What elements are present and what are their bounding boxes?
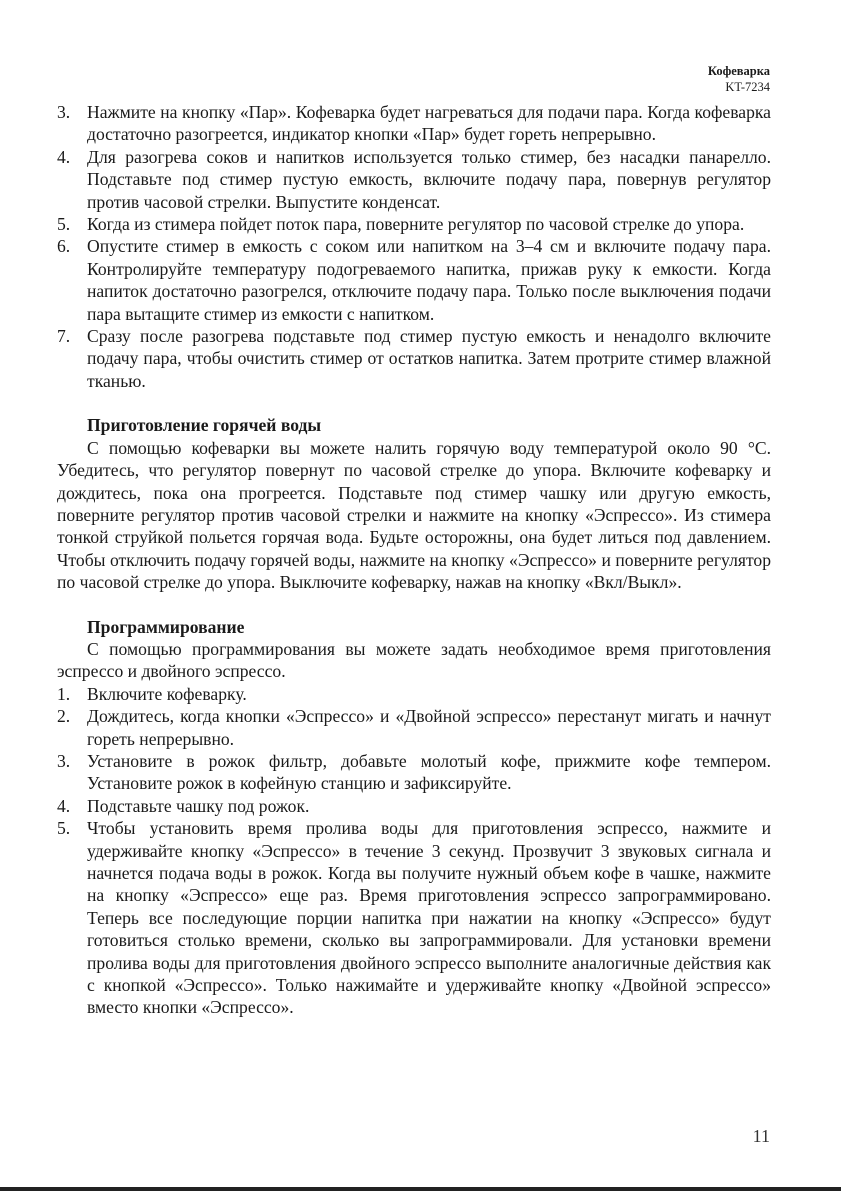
item-text: Включите кофеварку. [87, 683, 247, 704]
item-text: Подставьте чашку под рожок. [87, 795, 310, 816]
list-item [57, 705, 771, 750]
item-number: 4. [57, 146, 71, 167]
item-text: Нажмите на кнопку «Пар». Кофеварка будет нагреваться для подачи пара. Когда кофеварка достаточно разогреется, индикатор кнопки «Пар» будет гореть непрерывно. [87, 102, 771, 145]
item-number: 6. [57, 236, 71, 257]
page-content [57, 101, 771, 1019]
item-number: 3. [57, 102, 71, 122]
item-number: 1. [57, 683, 71, 704]
header-title: Кофеварка [707, 64, 770, 78]
item-text: Опустите стимер в емкость с соком или напитком на 3–4 см и включите подачу пара. Контролируйте температуру подогреваемого напитка, прижав руку к емкости. Когда напиток достаточно разогрелся, отключите подачу пара. Только после выключения подачи пара вытащите стимер из емкости с напитком. [87, 236, 771, 324]
item-number: 2. [57, 706, 71, 727]
item-text: Чтобы установить время пролива воды для приготовления эспрессо, нажмите и удерживайте кнопку «Эспрессо» в течение 3 секунд. Прозвучит 3 звуковых сигнала и начнется подача воды в рожок. Когда вы получите нужный объем кофе в чашке, нажмите на кнопку «Эспрессо» еще раз. Время приготовления эспрессо запрограммировано. Теперь все последующие порции напитка при нажатии на кнопку «Эспрессо» будут готовиться столько времени, сколько вы запрограммировали. Для установки времени пролива воды для приготовления двойного эспрессо выполните аналогичные действия как с кнопкой «Эспрессо». Только нажимайте и удерживайте кнопку «Двойной эспрессо» вместо кнопки «Эспрессо». [87, 818, 771, 1018]
steps-list-programming [57, 683, 771, 1019]
item-number: 7. [57, 326, 71, 347]
section-heading-hot-water: Приготовление горячей воды [87, 415, 322, 436]
page-number: 11 [752, 1126, 770, 1146]
list-item [57, 750, 771, 795]
item-number: 4. [57, 795, 71, 816]
steps-list-steam [57, 101, 771, 392]
header-model: KT-7234 [725, 79, 770, 94]
bottom-divider [0, 1187, 841, 1191]
item-number: 3. [57, 750, 71, 771]
item-text: Для разогрева соков и напитков используется только стимер, без насадки панарелло. Подставьте под стимер пустую емкость, включите подачу пара, повернув регулятор против часовой стрелки. Выпустите конденсат. [87, 146, 771, 212]
list-item [57, 325, 771, 392]
item-number: 5. [57, 818, 71, 839]
item-number: 5. [57, 214, 71, 235]
list-item [57, 213, 771, 235]
page-header [708, 64, 770, 95]
section-body-programming: С помощью программирования вы можете задать необходимое время приготовления эспрессо и двойного эспрессо. [57, 638, 771, 682]
item-text: Когда из стимера пойдет поток пара, поверните регулятор по часовой стрелке до упора. [87, 214, 745, 235]
list-item [57, 235, 771, 325]
section-body-hot-water: С помощью кофеварки вы можете налить горячую воду температурой около 90 °C. Убедитесь, что регулятор повернут по часовой стрелке до упора. Включите кофеварку и дождитесь, пока она прогреется. Подставьте под стимер чашку или другую емкость, поверните регулятор против часовой стрелки и нажмите на кнопку «Эспрессо». Из стимера тонкой струйкой польется горячая вода. Будьте осторожны, она будет литься под давлением. Чтобы отключить подачу горячей воды, нажмите на кнопку «Эспрессо» и поверните регулятор по часовой стрелке до упора. Выключите кофеварку, нажав на кнопку «Вкл/Выкл». [57, 437, 771, 593]
section-heading-programming: Программирование [87, 616, 245, 637]
list-item [57, 817, 771, 1019]
item-text: Установите в рожок фильтр, добавьте молотый кофе, прижмите кофе темпером. Установите рожок в кофейную станцию и зафиксируйте. [87, 750, 771, 794]
item-text: Сразу после разогрева подставьте под стимер пустую емкость и ненадолго включите подачу пара, чтобы очистить стимер от остатков напитка. Затем протрите стимер влажной тканью. [87, 326, 771, 391]
list-item [57, 146, 771, 213]
item-text: Дождитесь, когда кнопки «Эспрессо» и «Двойной эспрессо» перестанут мигать и начнут гореть непрерывно. [87, 706, 771, 749]
list-item [57, 795, 771, 817]
list-item [57, 683, 771, 705]
list-item [57, 101, 771, 146]
